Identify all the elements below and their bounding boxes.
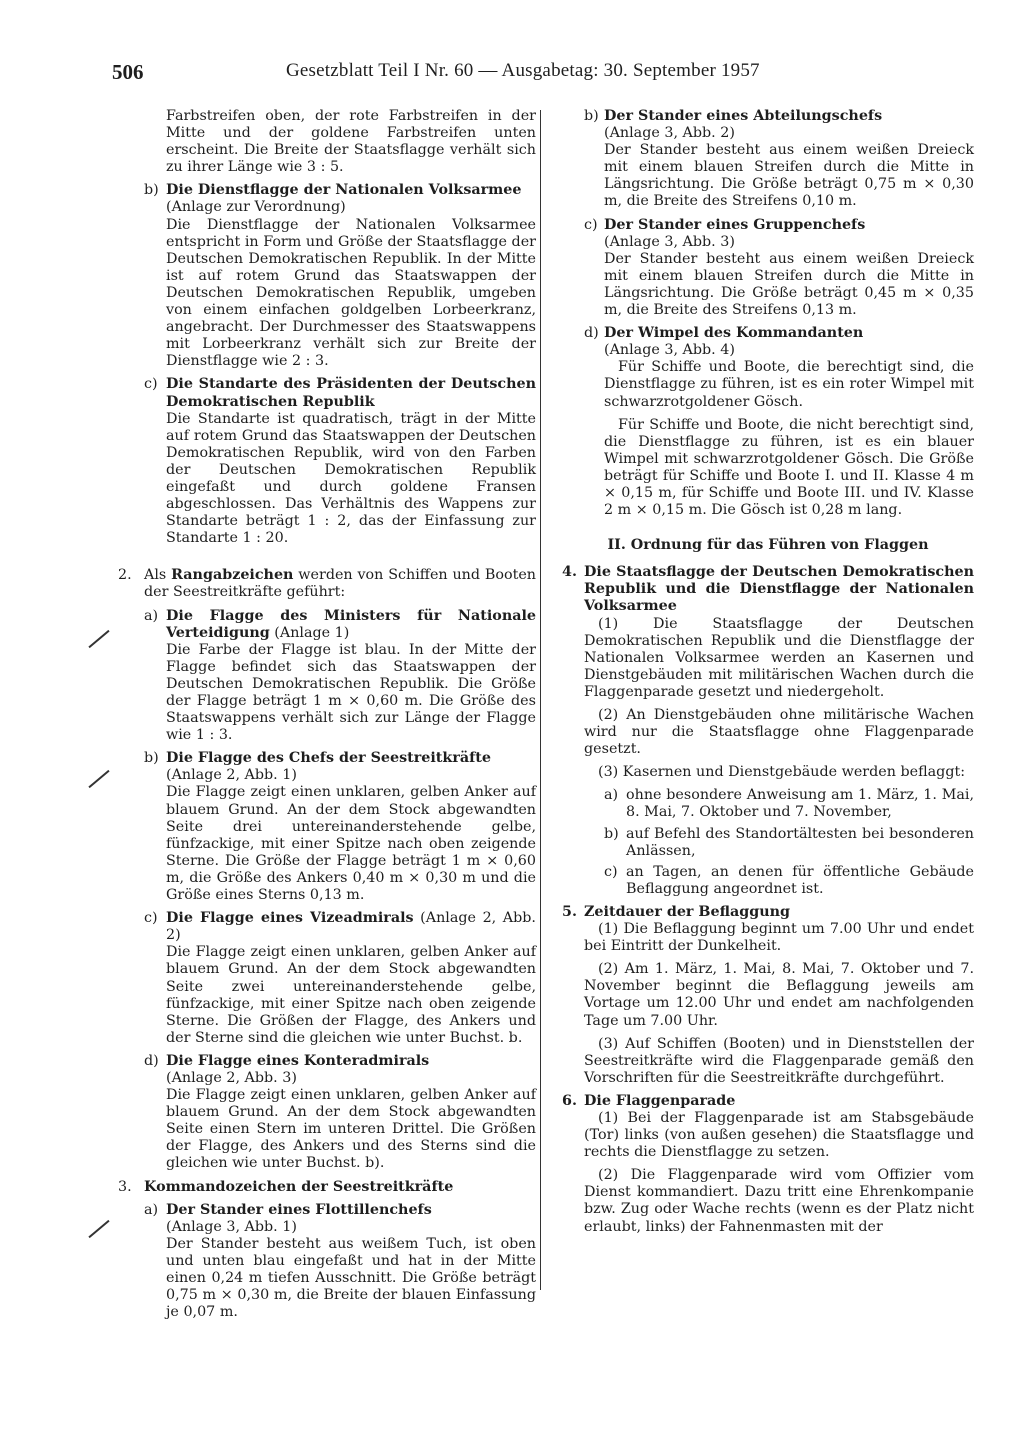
subsection-3b: b) Der Stander eines Abteilungschefs (Anlage 3, Abb. 2) Der Stander besteht aus einem weißen Dreieck mit einem blauen Streifen durch die Mitte in Längsrichtung. Die Größe beträgt 0,75 m × 0,30 m, die Breite des Streifens 0,10 m. [584,108,974,210]
subsection-title: Die Dienstflagge der Nationalen Volksarmee [166,182,522,199]
section-5: 5. Zeitdauer der Beflaggung (1) Die Beflaggung beginnt um 7.00 Uhr und endet bei Eintritt der Dunkelheit. (2) Am 1. März, 1. Mai, 8. Mai, 7. Oktober und 7. November beginnt die Beflaggung jeweils am Vortage um 12.00 Uhr und endet am nachfolgenden Tage um 7.00 Uhr. (3) Auf Schiffen (Booten) und in Dienststellen der Seestreitkräfte wird die Flaggenparade gemäß den Vorschriften für die Seestreitkräfte durchgeführt. [562,903,974,1086]
subsection-2a: a) Die Flagge des Ministers für Nationale Verteidigung (Anlage 1) Die Farbe der Flagge ist blau. In der Mitte der Flagge befindet sich das Staatswappen der Deutschen Demokratischen Republik. Die Größe der Flagge beträgt 1 m × 0,60 m. Die Größe des Staatswappens verhält sich zur Länge der Flagge wie 1 : 3. [144,607,536,744]
list-item: b) auf Befehl des Standortältesten bei besonderen Anlässen, [604,825,974,859]
page-number: 506 [112,60,144,84]
list-item: a) ohne besondere Anweisung am 1. März, 1. Mai, 8. Mai, 7. Oktober und 7. November, [604,787,974,821]
header-title: Gesetzblatt Teil I Nr. 60 — Ausgabetag: 30. September 1957 [286,60,760,81]
subsection-2d: d) Die Flagge eines Konteradmirals (Anlage 2, Abb. 3) Die Flagge zeigt einen unklaren, gelben Anker auf blauem Grund. An der dem Stock abgewandten Seite einen Stern im unteren Drittel. Die Größen der Flagge, des Ankers und des Sterns sind die gleichen wie unter Buchst. b). [144,1052,536,1172]
right-column [562,108,974,1242]
margin-mark [88,630,109,648]
subsection-2b: b) Die Flagge des Chefs der Seestreitkräfte (Anlage 2, Abb. 1) Die Flagge zeigt einen unklaren, gelben Anker auf blauem Grund. An der dem Stock abgewandten Seite drei untereinanderstehende gelbe, fünfzackige, mit einer Spitze nach oben zeigende Sterne. Die Größe der Flagge beträgt 1 m × 0,60 m, die Größe des Ankers 0,40 m × 0,30 m und die Größe eines Sterns 0,13 m. [144,750,536,904]
section-heading-II: II. Ordnung für das Führen von Flaggen [607,537,929,554]
subsection-3a: a) Der Stander eines Flottillenchefs (Anlage 3, Abb. 1) Der Stander besteht aus weißem Tuch, ist oben und unten blau eingefaßt und hat in der Mitte einen 0,24 m tiefen Ausschnitt. Die Größe beträgt 0,75 m × 0,30 m, die Breite der blauen Einfassung je 0,07 m. [144,1201,536,1321]
margin-mark [88,1220,109,1238]
list-item: c) an Tagen, an denen für öffentliche Gebäude Beflaggung angeordnet ist. [604,863,974,897]
page-header [112,60,912,90]
subsection-b: b) Die Dienstflagge der Nationalen Volksarmee (Anlage zur Verordnung) Die Dienstflagge der Nationalen Volksarmee entspricht in Form und Größe der Staatsflagge der Deutschen Demokratischen Republik. In der Mitte ist auf rotem Grund das Staatswappen der Deutschen Demokratischen Republik, umgeben von einem einfachen goldgelben Lorbeerkranz, angebracht. Der Durchmesser des Staatswappens mit Lorbeerkranz verhält sich zur Breite der Dienstflagge wie 2 : 3. [144,182,536,370]
section-3: 3. Kommandozeichen der Seestreitkräfte [118,1178,454,1195]
subsection-3c: c) Der Stander eines Gruppenchefs (Anlage 3, Abb. 3) Der Stander besteht aus einem weißen Dreieck mit einem blauen Streifen durch die Mitte in Längsrichtung. Die Größe beträgt 0,45 m × 0,35 m, die Breite des Streifens 0,13 m. [584,216,974,319]
left-column [118,108,536,1327]
column-divider [540,110,541,1290]
subsection-c: c) Die Standarte des Präsidenten der Deutschen Demokratischen Republik Die Standarte ist quadratisch, trägt in der Mitte auf rotem Grund das Staatswappen der Deutschen Demokratischen Republik, wird von den Farben der Deutschen Demokratischen Republik eingefaßt und durch goldene Fransen abgeschlossen. Das Verhältnis des Wappens zur Standarte beträgt 1 : 2, das der Einfassung zur Standarte 1 : 20. [144,376,536,547]
subsection-3d: d) Der Wimpel des Kommandanten (Anlage 3, Abb. 4) Für Schiffe und Boote, die berechtigt sind, die Dienstflagge zu führen, ist es ein roter Wimpel mit schwarzrotgoldener Gösch. Für Schiffe und Boote, die nicht berechtigt sind, die Dienstflagge zu führen, ist es ein blauer Wimpel mit schwarzrotgoldener Gösch. Die Größe beträgt für Schiffe und Boote I. und II. Klasse 4 m × 0,15 m, für Schiffe und Boote III. und IV. Klasse 2 m × 0,15 m. Die Gösch ist 0,28 m lang. [584,325,974,519]
subsection-2c: c) Die Flagge eines Vizeadmirals (Anlage 2, Abb. 2) Die Flagge zeigt einen unklaren, gelben Anker auf blauem Grund. An der dem Stock abgewandten Seite zwei untereinanderstehende gelbe, fünfzackige, mit einer Spitze nach oben zeigende Sterne. Die Größen der Flagge, des Ankers und der Sterne sind die gleichen wie unter Buchst. b. [144,910,536,1046]
subsection-title: Die Standarte des Präsidenten der Deutschen Demokratischen Republik [166,376,536,410]
section-4: 4. Die Staatsflagge der Deutschen Demokratischen Republik und die Dienstflagge der Nationalen Volksarmee (1) Die Staatsflagge der Deutschen Demokratischen Republik und die Dienstflagge der Nationalen Volksarmee werden an Kasernen und Dienstgebäuden mit militärischen Wachen durch die Flaggenparade gesetzt und niedergeholt. (2) An Dienstgebäuden ohne militärische Wachen wird nur die Staatsflagge ohne Flaggenparade gesetzt. (3) Kasernen und Dienstgebäude werden beflaggt: a) ohne besondere Anweisung am 1. März, 1. Mai, 8. Mai, 7. Oktober und 7. November, b) auf Befehl des Standortältesten bei besonderen Anlässen, c) an Tagen, an denen für öffentliche Gebäude Beflaggung angeordnet ist. [562,564,974,897]
section-2: 2. Als Rangabzeichen werden von Schiffen und Booten der Seestreitkräfte geführt: [118,567,536,601]
section-6: 6. Die Flaggenparade (1) Bei der Flaggenparade ist am Stabsgebäude (Tor) links (von außen gesehen) die Staatsflagge und rechts die Dienstflagge zu setzen. (2) Die Flaggenparade wird vom Offizier vom Dienst kommandiert. Dazu tritt eine Ehrenkompanie bzw. Zug oder Wache rechts (wenn es der Platz nicht erlaubt, links) der Fahnenmasten mit der [562,1092,974,1235]
margin-mark [88,770,109,788]
intro-paragraph: Farbstreifen oben, der rote Farbstreifen in der Mitte und der goldene Farbstreifen unten erscheint. Die Breite der Staatsflagge verhält sich zu ihrer Länge wie 3 : 5. [166,108,536,176]
